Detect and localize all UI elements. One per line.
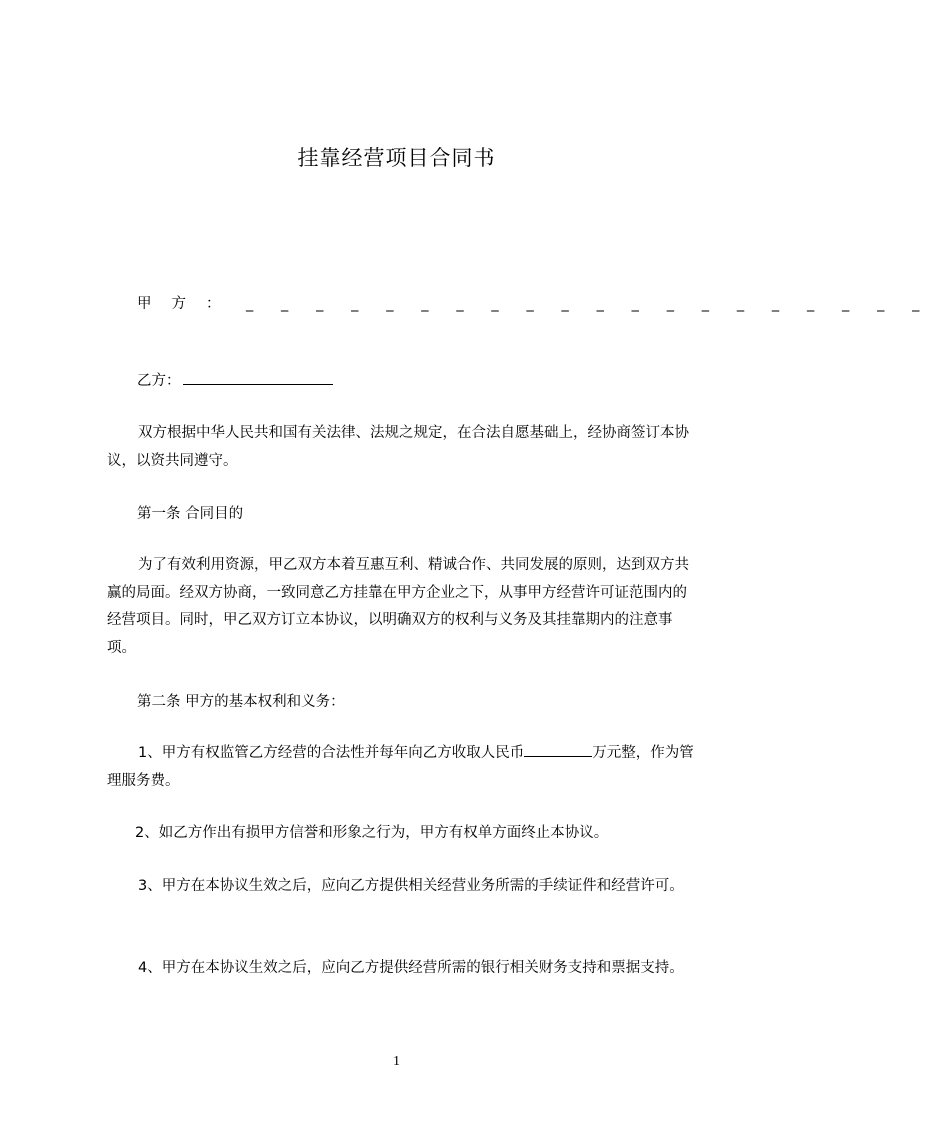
document-title: 挂靠经营项目合同书 <box>297 146 496 170</box>
article-2-item-4: 4、甲方在本协议生效之后，应向乙方提供经营所需的银行相关财务支持和票据支持。 <box>138 960 684 976</box>
article-2-item-1 <box>107 740 701 795</box>
item-1-text-before: 1、甲方有权监管乙方经营的合法性并每年向乙方收取人民币 <box>138 745 525 761</box>
item-1-text-after: 万元整，作为管理服务费。 <box>107 745 694 789</box>
page-number: 1 <box>393 1054 400 1069</box>
article-1-heading: 第一条 合同目的 <box>137 506 244 522</box>
fee-amount-blank <box>524 740 592 757</box>
party-a-label: 甲方 <box>137 296 206 312</box>
party-a-blank: _ _ _ _ _ _ _ _ _ _ _ _ _ _ _ _ _ _ _ _ <box>246 296 931 312</box>
article-1-body: 为了有效利用资源，甲乙双方本着互惠互利、精诚合作、共同发展的原则，达到双方共赢的局面。经双方协商，一致同意乙方挂靠在甲方企业之下，从事甲方经营许可证范围内的经营项目。同时，甲乙双方订立本协议，以明确双方的权利与义务及其挂靠期内的注意事项。 <box>107 557 689 656</box>
article-2-heading: 第二条 甲方的基本权利和义务： <box>137 694 345 710</box>
party-b-label: 乙方： <box>137 373 181 389</box>
party-a-line <box>137 290 931 318</box>
intro-paragraph: 双方根据中华人民共和国有关法律、法规之规定，在合法自愿基础上，经协商签订本协议，以资共同遵守。 <box>107 425 689 469</box>
party-b-line <box>137 367 333 395</box>
article-2-item-3: 3、甲方在本协议生效之后，应向乙方提供相关经营业务所需的手续证件和经营许可。 <box>138 878 684 894</box>
party-b-blank <box>183 368 333 385</box>
party-a-colon: ： <box>206 296 221 312</box>
article-2-item-2: 2、如乙方作出有损甲方信誉和形象之行为，甲方有权单方面终止本协议。 <box>135 825 609 841</box>
